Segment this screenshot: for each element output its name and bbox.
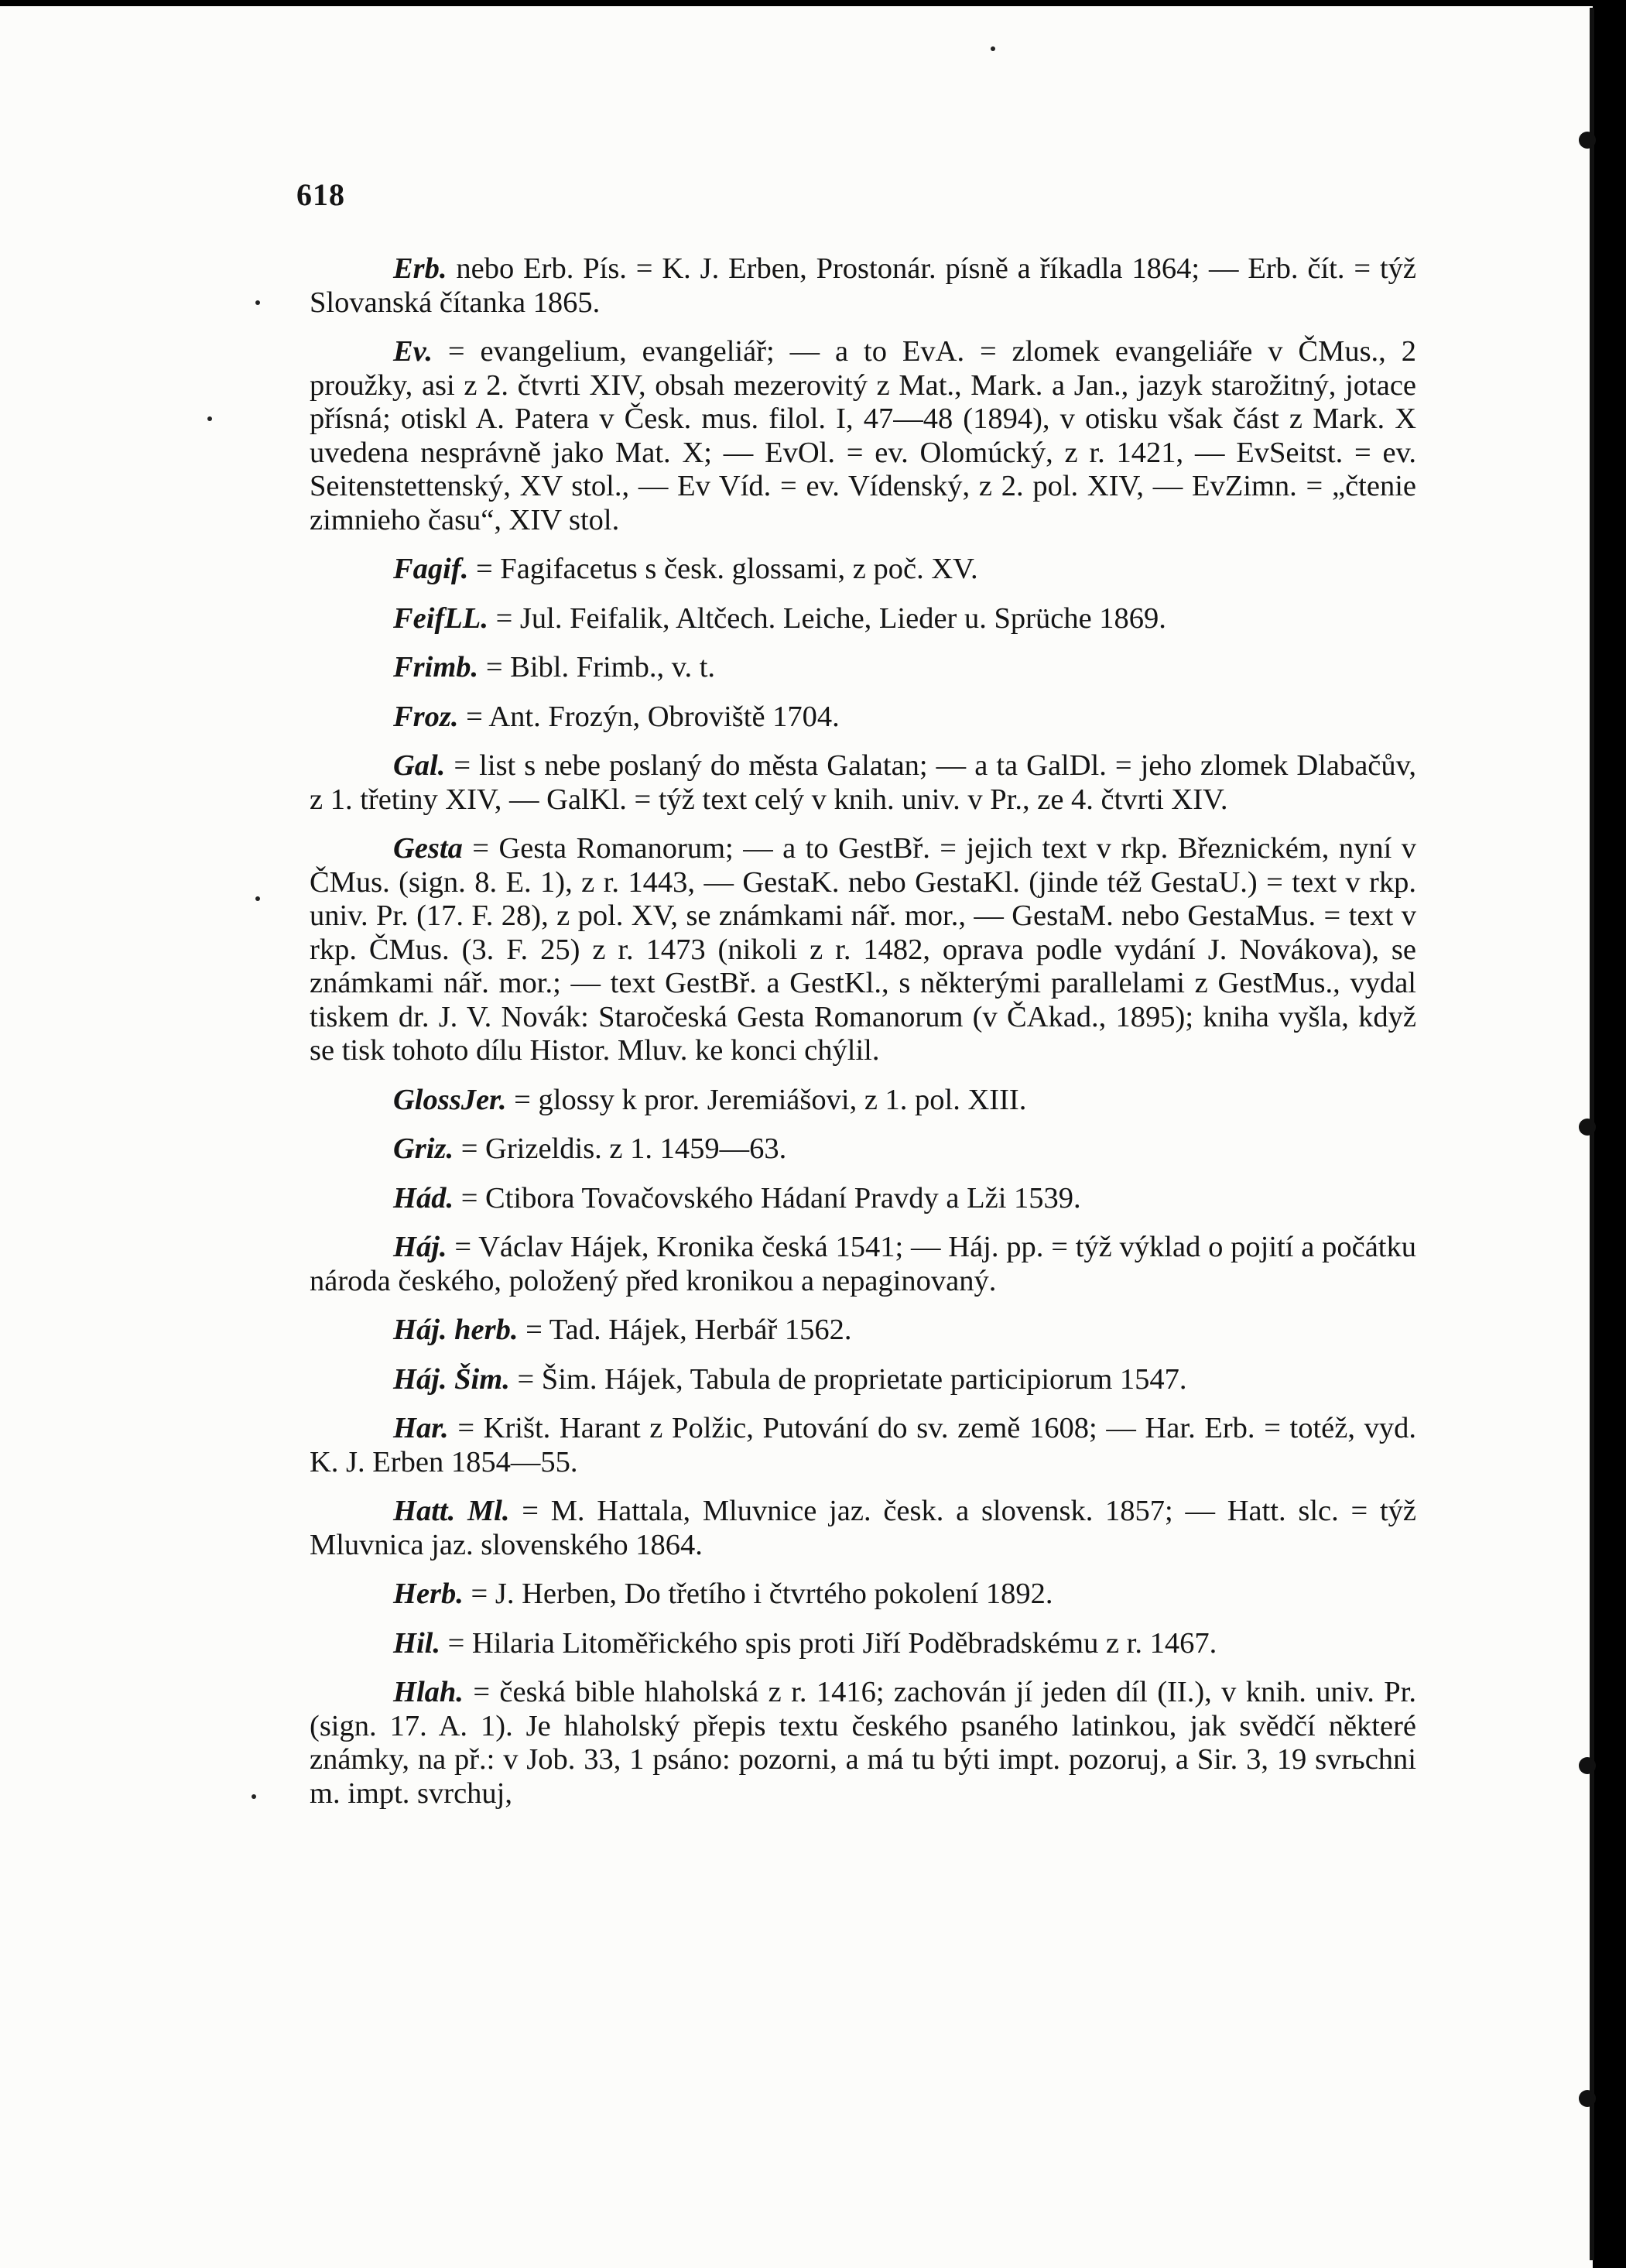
margin-speck bbox=[991, 46, 995, 51]
entry-text: = Tad. Hájek, Herbář 1562. bbox=[518, 1314, 852, 1346]
entry-text: = Bibl. Frimb., v. t. bbox=[478, 651, 716, 683]
edge-mark bbox=[1579, 132, 1596, 149]
entry-erb bbox=[310, 252, 1416, 320]
entry-gesta bbox=[310, 832, 1416, 1068]
margin-speck bbox=[255, 300, 260, 305]
entry-abbreviation: Griz. bbox=[393, 1132, 454, 1165]
entry-froz bbox=[310, 701, 1416, 735]
edge-mark bbox=[1579, 2090, 1596, 2107]
entry-abbreviation: Háj. herb. bbox=[393, 1314, 519, 1346]
entry-text: = Gesta Romanorum; — a to GestBř. = jejich text v rkp. Březnickém, nyní v ČMus. (sign. 8. E. 1), z r. 1443, — GestaK. nebo GestaKl. (jinde též GestaU.) = text v rkp. univ. Pr. (17. F. 28), z pol. XV, se známkami nář. mor., — GestaM. nebo GestaMus. = text v rkp. ČMus. (3. F. 25) z r. 1473 (nikoli z r. 1482, oprava podle vydání J. Novákova), se známkami nář. mor.; — text GestBř. a GestKl., s některými parallelami z GestMus., vydal tiskem dr. J. V. Novák: Staročeská Gesta Romanorum (v ČAkad., 1895); kniha vyšla, když se tisk tohoto dílu Histor. Mluv. ke konci chýlil. bbox=[310, 832, 1416, 1067]
entry-abbreviation: Froz. bbox=[393, 700, 459, 733]
page-number: 618 bbox=[296, 177, 345, 212]
entry-herb bbox=[310, 1578, 1416, 1612]
entry-abbreviation: Gal. bbox=[393, 749, 446, 782]
entry-abbreviation: Erb. bbox=[393, 252, 447, 285]
entry-haj-sim bbox=[310, 1363, 1416, 1397]
entry-abbreviation: Ev. bbox=[393, 335, 433, 368]
entry-text: nebo Erb. Pís. = K. J. Erben, Prostonár. písně a říkadla 1864; — Erb. čít. = týž Slovanská čítanka 1865. bbox=[310, 252, 1416, 319]
entry-text: = Hilaria Litoměřického spis proti Jiří Poděbradskému z r. 1467. bbox=[440, 1626, 1217, 1660]
entry-abbreviation: Hlah. bbox=[393, 1676, 464, 1708]
entry-text: = Ant. Frozýn, Obroviště 1704. bbox=[458, 700, 840, 733]
edge-mark bbox=[1579, 1757, 1596, 1774]
entry-fagif bbox=[310, 553, 1416, 587]
entry-text: = glossy k pror. Jeremiášovi, z 1. pol. XIII. bbox=[506, 1083, 1027, 1116]
entry-hlah bbox=[310, 1676, 1416, 1811]
entry-had bbox=[310, 1182, 1416, 1216]
entry-haj bbox=[310, 1231, 1416, 1298]
entry-abbreviation: Hil. bbox=[393, 1626, 440, 1660]
margin-speck bbox=[207, 416, 212, 421]
entry-har bbox=[310, 1412, 1416, 1479]
margin-speck bbox=[252, 1794, 256, 1799]
entry-frimb bbox=[310, 651, 1416, 685]
entry-abbreviation: Fagif. bbox=[393, 553, 469, 585]
entry-haj-herb bbox=[310, 1314, 1416, 1348]
entry-gal bbox=[310, 749, 1416, 817]
dictionary-entries bbox=[310, 252, 1416, 1826]
entry-abbreviation: Gesta bbox=[393, 832, 463, 865]
entry-text: = evangelium, evangeliář; — a to EvA. = zlomek evangeliáře v ČMus., 2 proužky, asi z 2. čtvrti XIV, obsah mezerovitý z Mat., Mark. a Jan., jazyk starožitný, jotace přísná; otiskl A. Patera v Česk. mus. filol. I, 47—48 (1894), v otisku však část z Mark. X uvedena nesprávně jako Mat. X; — EvOl. = ev. Olomúcký, z r. 1421, — EvSeitst. = ev. Seitenstettenský, XV stol., — Ev Víd. = ev. Vídenský, z 2. pol. XIV, — EvZimn. = „čtenie zimnieho času“, XIV stol. bbox=[310, 335, 1416, 536]
entry-text: = Grizeldis. z 1. 1459—63. bbox=[454, 1132, 787, 1165]
entry-abbreviation: Hatt. Ml. bbox=[393, 1495, 510, 1527]
scan-edge-strip bbox=[1593, 0, 1626, 2268]
entry-abbreviation: Hád. bbox=[393, 1181, 454, 1215]
entry-text: = Fagifacetus s česk. glossami, z poč. XV. bbox=[468, 553, 978, 585]
entry-abbreviation: GlossJer. bbox=[393, 1083, 507, 1116]
entry-hatt-ml bbox=[310, 1495, 1416, 1562]
entry-text: = Václav Hájek, Kronika česká 1541; — Háj. pp. = týž výklad o pojití a počátku národa českého, položený před kronikou a nepaginovaný. bbox=[310, 1231, 1416, 1297]
entry-text: = česká bible hlaholská z r. 1416; zachován jí jeden díl (II.), v knih. univ. Pr. (sign. 17. A. 1). Je hlaholský přepis textu českého psaného latinkou, jak svědčí některé známky, na př.: v Job. 33, 1 psáno: pozorni, a má tu býti impt. pozoruj, a Sir. 3, 19 svrьchni m. impt. svrchuj, bbox=[310, 1676, 1416, 1810]
entry-text: = Krišt. Harant z Polžic, Putování do sv. země 1608; — Har. Erb. = totéž, vyd. K. J. Erben 1854—55. bbox=[310, 1412, 1416, 1478]
entry-abbreviation: Frimb. bbox=[393, 651, 479, 683]
entry-abbreviation: Háj. bbox=[393, 1231, 447, 1263]
margin-speck bbox=[255, 896, 260, 901]
entry-griz bbox=[310, 1132, 1416, 1167]
entry-glossjer bbox=[310, 1084, 1416, 1118]
entry-abbreviation: Háj. Šim. bbox=[393, 1362, 510, 1396]
scanned-page bbox=[0, 6, 1593, 2268]
edge-mark bbox=[1579, 1119, 1596, 1136]
entry-feifll bbox=[310, 602, 1416, 636]
entry-text: = list s nebe poslaný do města Galatan; — a ta GalDl. = jeho zlomek Dlabačův, z 1. třetiny XIV, — GalKl. = týž text celý v knih. univ. v Pr., ze 4. čtvrti XIV. bbox=[310, 749, 1416, 816]
entry-text: = Šim. Hájek, Tabula de proprietate participiorum 1547. bbox=[509, 1362, 1187, 1396]
entry-abbreviation: Har. bbox=[393, 1412, 449, 1444]
entry-abbreviation: FeifLL. bbox=[393, 601, 488, 635]
entry-text: = Jul. Feifalik, Altčech. Leiche, Lieder u. Sprüche 1869. bbox=[488, 601, 1166, 635]
entry-text: = M. Hattala, Mluvnice jaz. česk. a slovensk. 1857; — Hatt. slc. = týž Mluvnica jaz. slovenského 1864. bbox=[310, 1495, 1416, 1561]
entry-abbreviation: Herb. bbox=[393, 1578, 464, 1610]
entry-text: = J. Herben, Do třetího i čtvrtého pokolení 1892. bbox=[463, 1578, 1053, 1610]
entry-hil bbox=[310, 1627, 1416, 1661]
entry-ev bbox=[310, 335, 1416, 537]
entry-text: = Ctibora Tovačovského Hádaní Pravdy a Lži 1539. bbox=[454, 1181, 1081, 1215]
